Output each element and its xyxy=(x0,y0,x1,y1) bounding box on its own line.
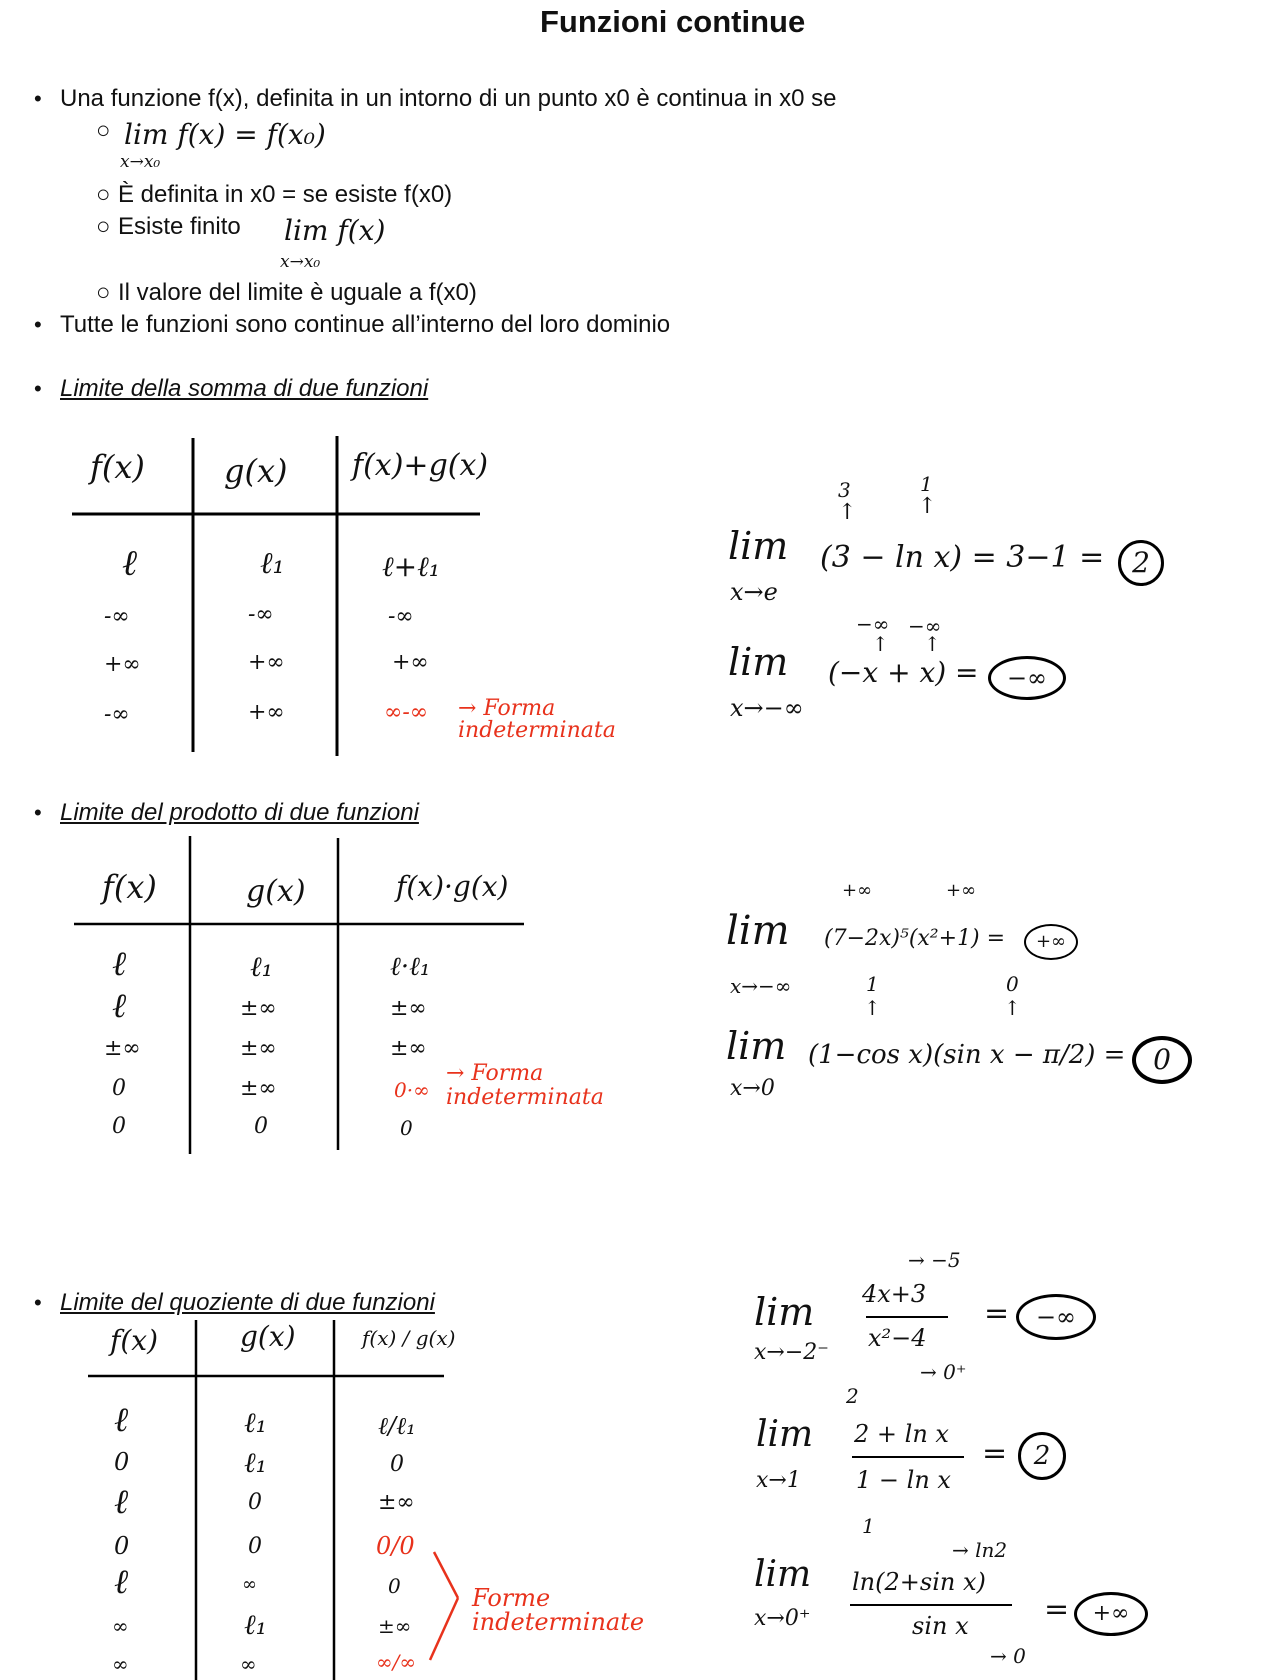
quotient-cell: ±∞ xyxy=(378,1614,412,1638)
product-ex2-arrow-1: ↑ xyxy=(864,996,881,1020)
condition-limit-equals: lim f(x) = f(x₀) xyxy=(124,118,326,151)
quotient-ex1-result: −∞ xyxy=(1016,1294,1096,1340)
intro-condition-4: Il valore del limite è uguale a f(x0) xyxy=(118,279,477,306)
sum-cell: -∞ xyxy=(104,702,130,727)
sum-ex2-expr: (−x + x) = xyxy=(828,656,979,689)
sum-ex1-mark-2: 1 xyxy=(920,472,933,496)
quotient-cell: 0 xyxy=(388,1574,401,1598)
sum-heading: Limite della somma di due funzioni xyxy=(60,375,429,402)
quotient-indeterminate-note: Forme indeterminate xyxy=(472,1584,645,1636)
sum-header-f: f(x) xyxy=(90,448,145,486)
sum-ex1-mark-2-arrow: ↑ xyxy=(918,494,937,519)
quotient-cell: 0 xyxy=(114,1532,130,1560)
quotient-cell: ℓ xyxy=(114,1482,129,1522)
sum-ex1-sub: x→e xyxy=(730,578,778,606)
quotient-ex3-sub: x→0⁺ xyxy=(754,1606,811,1631)
product-cell: ±∞ xyxy=(104,1036,141,1061)
sum-cell: -∞ xyxy=(248,602,274,627)
quotient-cell: ℓ₁ xyxy=(244,1406,267,1439)
quotient-ex1-fraction-bar xyxy=(866,1316,948,1318)
quotient-cell: ℓ xyxy=(114,1400,129,1440)
quotient-ex3-den: sin x xyxy=(912,1612,969,1640)
quotient-ex1-top: → −5 xyxy=(908,1248,961,1272)
sum-cell: +∞ xyxy=(392,650,429,675)
quotient-cell-indeterminate: 0/0 xyxy=(376,1532,415,1560)
quotient-cell: ∞ xyxy=(242,1574,257,1595)
product-cell: ±∞ xyxy=(390,1036,427,1061)
quotient-header-g: g(x) xyxy=(240,1320,296,1353)
sum-header-fg: f(x)+g(x) xyxy=(352,448,489,483)
product-cell: ℓ·ℓ₁ xyxy=(390,952,431,982)
product-cell: ℓ₁ xyxy=(250,950,273,983)
sum-ex1-expr: (3 − ln x) = 3−1 = xyxy=(820,540,1105,575)
product-ex1-result: +∞ xyxy=(1024,924,1078,960)
product-cell: 0 xyxy=(400,1116,413,1140)
product-ex1-mark-1: +∞ xyxy=(842,880,873,901)
sum-cell: +∞ xyxy=(104,652,141,677)
quotient-ex1-sub: x→−2⁻ xyxy=(754,1340,829,1365)
intro-line-2: Tutte le funzioni sono continue all’interno del loro dominio xyxy=(60,311,671,338)
quotient-cell: ±∞ xyxy=(378,1490,415,1515)
product-cell: 0 xyxy=(254,1114,268,1139)
product-ex2-lim: lim xyxy=(726,1024,787,1068)
quotient-header-f: f(x) xyxy=(110,1324,159,1357)
quotient-cell: ∞ xyxy=(112,1652,129,1676)
product-ex2-result: 0 xyxy=(1132,1036,1192,1084)
product-cell-indeterminate: 0·∞ xyxy=(394,1078,430,1102)
quotient-ex2-equals: = xyxy=(982,1436,1008,1471)
product-header-g: g(x) xyxy=(246,874,306,909)
quotient-ex2-sub: x→1 xyxy=(756,1468,801,1493)
quotient-ex3-fraction-bar xyxy=(850,1604,1012,1606)
sum-ex2-result: −∞ xyxy=(988,656,1066,700)
sum-ex1-result: 2 xyxy=(1118,540,1164,586)
sub-bullet: ○ xyxy=(96,181,111,208)
quotient-header-fg: f(x) / g(x) xyxy=(362,1326,456,1350)
product-ex2-arrow-2: ↑ xyxy=(1004,996,1021,1020)
page-title: Funzioni continue xyxy=(540,4,806,39)
product-ex2-mark-2: 0 xyxy=(1006,972,1019,996)
quotient-cell: 0 xyxy=(114,1448,130,1476)
quotient-ex1-bottom: → 0⁺ xyxy=(920,1360,967,1384)
sum-ex2-mark-1: −∞ xyxy=(856,612,890,636)
condition-limit-subscript: x→x₀ xyxy=(120,152,161,172)
quotient-ex3-num: ln(2+sin x) xyxy=(852,1568,986,1596)
sum-ex2-mark-2: −∞ xyxy=(908,614,942,638)
sum-cell: ℓ xyxy=(122,543,137,584)
sum-ex2-sub: x→−∞ xyxy=(730,694,804,722)
product-ex2-mark-1: 1 xyxy=(866,972,879,996)
quotient-cell: 0 xyxy=(248,1490,262,1515)
sum-ex2-arrow-2: ↑ xyxy=(924,632,941,656)
quotient-ex2-fraction-bar xyxy=(852,1456,964,1458)
quotient-cell: ℓ₁ xyxy=(244,1608,267,1641)
sum-cell: +∞ xyxy=(248,700,285,725)
quotient-ex1-num: 4x+3 xyxy=(862,1280,927,1308)
product-header-fg: f(x)·g(x) xyxy=(396,870,509,903)
quotient-ex2-den: 1 − ln x xyxy=(856,1466,951,1494)
product-ex2-sub: x→0 xyxy=(730,1076,775,1101)
sum-ex2-lim: lim xyxy=(728,640,789,684)
sum-ex2-arrow-1: ↑ xyxy=(872,632,889,656)
quotient-ex3-bottom: → 0 xyxy=(990,1644,1026,1668)
product-cell: 0 xyxy=(112,1076,126,1101)
quotient-ex2-top: 2 xyxy=(846,1384,859,1408)
product-cell: ±∞ xyxy=(240,1036,277,1061)
quotient-ex3-result: +∞ xyxy=(1074,1592,1148,1636)
product-ex1-sub: x→−∞ xyxy=(730,974,792,998)
quotient-cell: 0 xyxy=(390,1452,404,1477)
quotient-cell: ℓ/ℓ₁ xyxy=(378,1412,416,1440)
sum-cell: ℓ₁ xyxy=(260,546,285,581)
sum-cell: ℓ+ℓ₁ xyxy=(382,550,441,583)
sum-cell-indeterminate: ∞-∞ xyxy=(384,700,429,725)
sum-ex1-lim: lim xyxy=(728,524,789,568)
sum-ex1-mark-1: 3 xyxy=(838,478,851,502)
quotient-ex1-lim: lim xyxy=(754,1290,815,1334)
sum-cell: -∞ xyxy=(104,604,130,629)
sub-bullet: ○ xyxy=(96,117,111,144)
quotient-ex2-num: 2 + ln x xyxy=(854,1420,949,1448)
quotient-cell: ℓ xyxy=(114,1562,129,1602)
intro-line-1: Una funzione f(x), definita in un intorno di un punto x0 è continua in x0 se xyxy=(60,85,837,112)
product-ex1-lim: lim xyxy=(726,908,790,954)
sum-header-g: g(x) xyxy=(224,452,288,490)
quotient-cell: ∞ xyxy=(240,1652,257,1676)
intro-condition-2: È definita in x0 = se esiste f(x0) xyxy=(118,181,453,208)
quotient-ex1-den: x²−4 xyxy=(868,1324,927,1352)
product-cell: ±∞ xyxy=(390,996,427,1021)
bullet-dot: • xyxy=(34,86,42,111)
quotient-ex2-bottom: 1 xyxy=(862,1514,875,1538)
product-indeterminate-note: → Forma indeterminata xyxy=(446,1061,604,1110)
quotient-ex2-result: 2 xyxy=(1018,1432,1066,1480)
quotient-cell: ℓ₁ xyxy=(244,1446,267,1479)
product-ex1-mark-2: +∞ xyxy=(946,880,977,901)
sum-ex1-mark-1-arrow: ↑ xyxy=(838,500,857,525)
quotient-ex3-lim: lim xyxy=(754,1554,812,1595)
quotient-ex1-equals: = xyxy=(984,1296,1010,1331)
bullet-dot: • xyxy=(34,376,42,401)
quotient-cell-indeterminate: ∞/∞ xyxy=(376,1650,417,1674)
sum-indeterminate-note: → Forma indeterminata xyxy=(458,696,616,743)
sum-cell: -∞ xyxy=(388,604,414,629)
quotient-ex2-lim: lim xyxy=(756,1414,814,1455)
quotient-cell: ∞ xyxy=(112,1614,129,1638)
product-heading: Limite del prodotto di due funzioni xyxy=(60,799,419,826)
quotient-heading: Limite del quoziente di due funzioni xyxy=(60,1289,435,1316)
bullet-dot: • xyxy=(34,800,42,825)
product-cell: ±∞ xyxy=(240,996,277,1021)
condition-3-subscript: x→x₀ xyxy=(280,252,321,272)
product-cell: ℓ xyxy=(112,986,127,1026)
product-ex2-expr: (1−cos x)(sin x − π/2) = xyxy=(808,1040,1126,1070)
product-cell: 0 xyxy=(112,1114,126,1139)
product-cell: ±∞ xyxy=(240,1076,277,1101)
sum-cell: +∞ xyxy=(248,650,285,675)
product-cell: ℓ xyxy=(112,944,127,984)
bullet-dot: • xyxy=(34,312,42,337)
bullet-dot: • xyxy=(34,1290,42,1315)
sub-bullet: ○ xyxy=(96,213,111,240)
quotient-cell: 0 xyxy=(248,1534,262,1559)
quotient-ex3-equals: = xyxy=(1044,1592,1070,1627)
quotient-ex3-top: → ln2 xyxy=(952,1538,1008,1562)
intro-condition-3: Esiste finito xyxy=(118,213,241,240)
product-ex1-expr: (7−2x)⁵(x²+1) = xyxy=(824,926,1006,951)
sub-bullet: ○ xyxy=(96,279,111,306)
condition-3-limit: lim f(x) xyxy=(284,214,386,247)
product-header-f: f(x) xyxy=(102,868,157,906)
